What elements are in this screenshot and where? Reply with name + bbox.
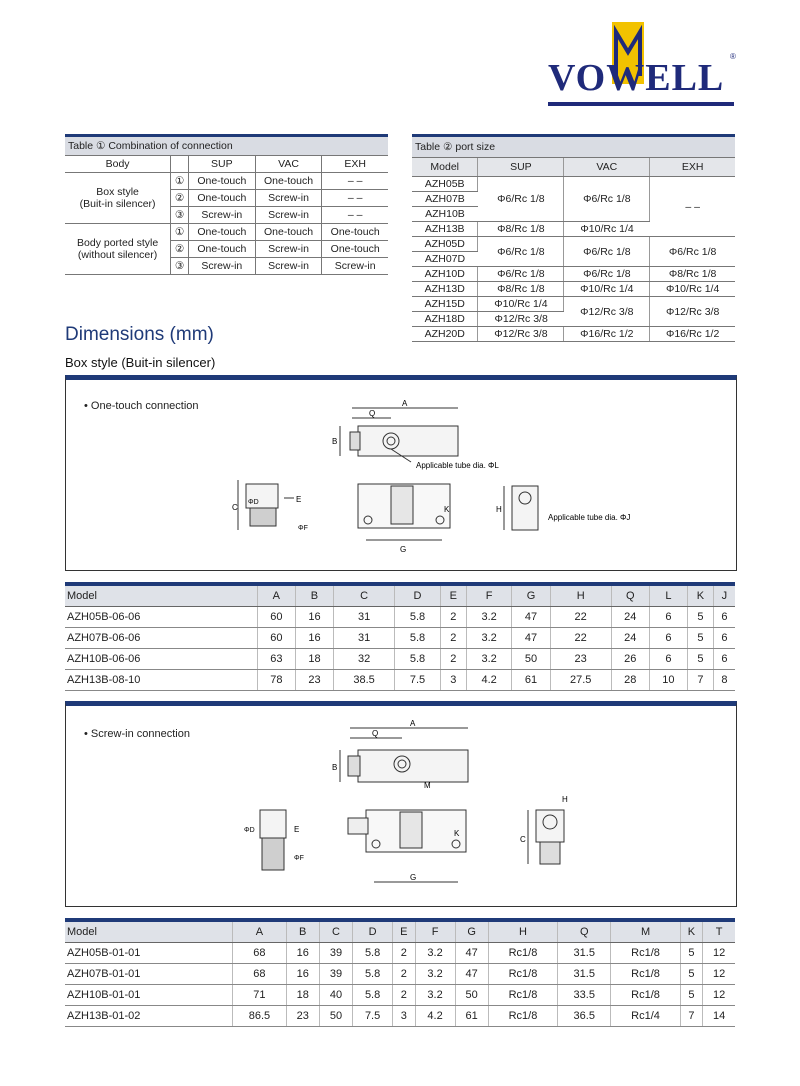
cell: Rc1/8 <box>488 964 557 985</box>
table-row <box>412 237 735 252</box>
model-cell: AZH10D <box>412 267 478 282</box>
col-header: G <box>455 920 488 943</box>
col-header: Model <box>65 920 233 943</box>
cell: One-touch <box>255 224 322 241</box>
cell: Rc1/4 <box>611 1006 680 1027</box>
table-row <box>412 297 735 312</box>
cell: 63 <box>257 649 295 670</box>
cell: 3 <box>393 1006 416 1027</box>
col-header: EXH <box>322 156 388 173</box>
screw-in-drawing-panel <box>65 701 737 907</box>
cell: 50 <box>512 649 550 670</box>
cell: 32 <box>334 649 395 670</box>
cell: Φ6/Rc 1/8 <box>478 237 564 267</box>
col-header: L <box>649 584 687 607</box>
dimensions-subtitle: Box style (Buit-in silencer) <box>65 355 216 370</box>
cell: Φ10/Rc 1/4 <box>564 222 650 237</box>
cell: 61 <box>512 670 550 691</box>
cell: 7.5 <box>395 670 441 691</box>
model-cell: AZH18D <box>412 312 478 327</box>
cell: 12 <box>703 985 735 1006</box>
cell: 7 <box>687 670 713 691</box>
cell: 18 <box>286 985 319 1006</box>
col-header: T <box>703 920 735 943</box>
cell: 6 <box>649 628 687 649</box>
cell: 16 <box>295 607 333 628</box>
one-touch-dimension-table <box>65 582 735 691</box>
body-cell: Body ported style (without silencer) <box>65 224 171 275</box>
cell: 5 <box>680 964 703 985</box>
col-header: Model <box>412 158 478 177</box>
table-row <box>65 670 735 691</box>
cell: 60 <box>257 607 295 628</box>
cell: Screw-in <box>255 190 322 207</box>
cell: One-touch <box>189 241 256 258</box>
model-cell: AZH07B-01-01 <box>65 964 233 985</box>
cell: Screw-in <box>255 207 322 224</box>
cell: 24 <box>611 607 649 628</box>
table-row <box>65 224 388 241</box>
model-cell: AZH07B <box>412 192 478 207</box>
cell: 3.2 <box>415 943 455 964</box>
table-row <box>65 943 735 964</box>
table-row <box>65 985 735 1006</box>
cell: 36.5 <box>558 1006 611 1027</box>
col-header: K <box>687 584 713 607</box>
cell: Rc1/8 <box>488 943 557 964</box>
cell: 3 <box>440 670 466 691</box>
cell: 6 <box>649 649 687 670</box>
cell: 47 <box>512 607 550 628</box>
col-header: F <box>415 920 455 943</box>
table-row <box>412 177 735 192</box>
dim-G: G <box>400 545 407 554</box>
cell: 14 <box>703 1006 735 1027</box>
cell: Φ16/Rc 1/2 <box>564 327 650 342</box>
col-header: A <box>233 920 286 943</box>
table-row <box>65 173 388 190</box>
cell: 23 <box>286 1006 319 1027</box>
cell: One-touch <box>189 224 256 241</box>
cell: 7.5 <box>353 1006 393 1027</box>
cell: Rc1/8 <box>611 964 680 985</box>
cell: ② <box>171 190 189 207</box>
col-header: VAC <box>255 156 322 173</box>
cell: One-touch <box>255 173 322 190</box>
dim-F: ΦF <box>298 525 308 532</box>
col-header: D <box>395 584 441 607</box>
col-header: H <box>550 584 611 607</box>
dim-C: C <box>520 835 526 844</box>
cell: 5 <box>687 607 713 628</box>
cell: ① <box>171 173 189 190</box>
model-cell: AZH05B-01-01 <box>65 943 233 964</box>
cell: 71 <box>233 985 286 1006</box>
dim-A: A <box>410 719 416 728</box>
cell: 68 <box>233 943 286 964</box>
cell: 6 <box>713 607 735 628</box>
dim-K: K <box>444 505 450 514</box>
model-cell: AZH13D <box>412 282 478 297</box>
logo-wordmark: VOWELL <box>548 57 725 99</box>
cell: 10 <box>649 670 687 691</box>
dim-Q: Q <box>372 729 379 738</box>
table-row <box>65 1006 735 1027</box>
col-header: Model <box>65 584 257 607</box>
col-header: SUP <box>478 158 564 177</box>
vowell-logo <box>548 22 738 110</box>
screw-in-dimension-table <box>65 918 735 1027</box>
cell: Φ6/Rc 1/8 <box>564 237 650 267</box>
col-header: C <box>334 584 395 607</box>
cell: 6 <box>649 607 687 628</box>
cell: 31 <box>334 628 395 649</box>
cell: 5 <box>687 628 713 649</box>
dim-E: E <box>296 495 302 504</box>
combination-table <box>65 134 388 275</box>
model-cell: AZH10B-06-06 <box>65 649 257 670</box>
cell: 6 <box>713 649 735 670</box>
col-header: F <box>466 584 512 607</box>
cell: 86.5 <box>233 1006 286 1027</box>
col-header: VAC <box>564 158 650 177</box>
dim-D: ΦD <box>248 499 259 506</box>
cell: 3.2 <box>466 607 512 628</box>
cell: 2 <box>393 943 416 964</box>
model-cell: AZH05B-06-06 <box>65 607 257 628</box>
cell: Screw-in <box>322 258 388 275</box>
cell: Φ10/Rc 1/4 <box>564 282 650 297</box>
col-header: B <box>286 920 319 943</box>
cell: 16 <box>295 628 333 649</box>
cell: 3.2 <box>466 628 512 649</box>
cell: 61 <box>455 1006 488 1027</box>
col-header: B <box>295 584 333 607</box>
cell: 3.2 <box>415 985 455 1006</box>
cell: Rc1/8 <box>488 1006 557 1027</box>
body-cell: Box style (Buit-in silencer) <box>65 173 171 224</box>
cell: Screw-in <box>189 258 256 275</box>
model-cell: AZH13B-01-02 <box>65 1006 233 1027</box>
cell: Φ12/Rc 3/8 <box>564 297 650 327</box>
table-row <box>412 327 735 342</box>
cell: 31 <box>334 607 395 628</box>
cell: 28 <box>611 670 649 691</box>
cell: 5.8 <box>353 985 393 1006</box>
cell: Φ8/Rc 1/8 <box>478 282 564 297</box>
col-header: EXH <box>650 158 735 177</box>
cell: 31.5 <box>558 964 611 985</box>
cell: One-touch <box>189 190 256 207</box>
dim-G: G <box>410 873 417 882</box>
cell: – – <box>322 173 388 190</box>
cell: 12 <box>703 943 735 964</box>
cell: – – <box>322 207 388 224</box>
cell: 18 <box>295 649 333 670</box>
col-header: E <box>393 920 416 943</box>
cell: 40 <box>319 985 352 1006</box>
col-header: Q <box>558 920 611 943</box>
col-header: A <box>257 584 295 607</box>
cell: 8 <box>713 670 735 691</box>
model-cell: AZH10B <box>412 207 478 222</box>
cell: 5 <box>680 985 703 1006</box>
callout-tube-J: Applicable tube dia. ΦJ <box>548 513 631 522</box>
col-header: Q <box>611 584 649 607</box>
cell: 47 <box>512 628 550 649</box>
cell: – – <box>650 177 735 237</box>
cell: Φ6/Rc 1/8 <box>478 267 564 282</box>
col-header: SUP <box>189 156 256 173</box>
cell: 38.5 <box>334 670 395 691</box>
cell: 33.5 <box>558 985 611 1006</box>
cell: Rc1/8 <box>488 985 557 1006</box>
cell: One-touch <box>322 241 388 258</box>
cell: 4.2 <box>415 1006 455 1027</box>
cell: 68 <box>233 964 286 985</box>
cell: One-touch <box>189 173 256 190</box>
cell: Screw-in <box>255 241 322 258</box>
cell: One-touch <box>322 224 388 241</box>
logo-registered: ® <box>730 52 736 61</box>
cell: 5 <box>687 649 713 670</box>
table-row <box>412 282 735 297</box>
cell: Φ10/Rc 1/4 <box>650 282 735 297</box>
dim-B: B <box>332 437 338 446</box>
cell: 31.5 <box>558 943 611 964</box>
col-header: K <box>680 920 703 943</box>
cell: Φ10/Rc 1/4 <box>478 297 564 312</box>
cell: 3.2 <box>466 649 512 670</box>
model-cell: AZH07D <box>412 252 478 267</box>
cell: 2 <box>440 649 466 670</box>
dimensions-title: Dimensions (mm) <box>65 324 214 345</box>
cell: ③ <box>171 207 189 224</box>
panel-label: • One-touch connection <box>84 400 199 412</box>
cell: 60 <box>257 628 295 649</box>
table-caption: Table ② port size <box>412 136 735 158</box>
cell: 27.5 <box>550 670 611 691</box>
cell: Φ6/Rc 1/8 <box>564 267 650 282</box>
model-cell: AZH15D <box>412 297 478 312</box>
cell: 5.8 <box>395 607 441 628</box>
cell: Φ12/Rc 3/8 <box>478 312 564 327</box>
dim-F: ΦF <box>294 855 304 862</box>
cell: 16 <box>286 943 319 964</box>
cell: Φ6/Rc 1/8 <box>478 177 564 222</box>
dim-H: H <box>496 505 502 514</box>
table-row <box>65 964 735 985</box>
col-header: D <box>353 920 393 943</box>
table-row <box>65 628 735 649</box>
cell: 7 <box>680 1006 703 1027</box>
cell: 39 <box>319 964 352 985</box>
cell: 78 <box>257 670 295 691</box>
dim-A: A <box>402 399 408 408</box>
dim-C: C <box>232 503 238 512</box>
cell: 2 <box>393 985 416 1006</box>
cell: 3.2 <box>415 964 455 985</box>
cell: 5 <box>680 943 703 964</box>
cell: 23 <box>550 649 611 670</box>
model-cell: AZH05D <box>412 237 478 252</box>
model-cell: AZH05B <box>412 177 478 192</box>
col-header <box>171 156 189 173</box>
cell: ② <box>171 241 189 258</box>
cell: Rc1/8 <box>611 943 680 964</box>
cell: Rc1/8 <box>611 985 680 1006</box>
port-size-table <box>412 134 735 342</box>
cell: 39 <box>319 943 352 964</box>
model-cell: AZH07B-06-06 <box>65 628 257 649</box>
dim-M: M <box>424 781 431 790</box>
col-header: J <box>713 584 735 607</box>
dim-D: ΦD <box>244 827 255 834</box>
model-cell: AZH13B <box>412 222 478 237</box>
cell: Screw-in <box>189 207 256 224</box>
cell: 2 <box>440 607 466 628</box>
table-caption: Table ① Combination of connection <box>65 136 388 156</box>
cell: 47 <box>455 964 488 985</box>
cell: Screw-in <box>255 258 322 275</box>
dim-B: B <box>332 763 338 772</box>
col-header: M <box>611 920 680 943</box>
cell: 26 <box>611 649 649 670</box>
cell: 16 <box>286 964 319 985</box>
model-cell: AZH13B-08-10 <box>65 670 257 691</box>
cell: Φ12/Rc 3/8 <box>650 297 735 327</box>
cell: Φ8/Rc 1/8 <box>478 222 564 237</box>
model-cell: AZH10B-01-01 <box>65 985 233 1006</box>
col-header: H <box>488 920 557 943</box>
panel-label: • Screw-in connection <box>84 728 190 740</box>
cell: 5.8 <box>395 628 441 649</box>
col-header: G <box>512 584 550 607</box>
cell: 22 <box>550 607 611 628</box>
cell: Φ12/Rc 3/8 <box>478 327 564 342</box>
dim-Q: Q <box>369 409 376 418</box>
cell: Φ8/Rc 1/8 <box>650 267 735 282</box>
cell: 5.8 <box>353 964 393 985</box>
callout-tube-L: Applicable tube dia. ΦL <box>416 461 499 470</box>
cell: Φ6/Rc 1/8 <box>564 177 650 222</box>
cell: 50 <box>455 985 488 1006</box>
dim-E: E <box>294 825 300 834</box>
dim-H: H <box>562 795 568 804</box>
model-cell: AZH20D <box>412 327 478 342</box>
cell: 2 <box>393 964 416 985</box>
table-row <box>412 267 735 282</box>
cell: 5.8 <box>353 943 393 964</box>
cell: 24 <box>611 628 649 649</box>
screw-in-drawing <box>66 706 736 906</box>
cell: 12 <box>703 964 735 985</box>
cell: Φ16/Rc 1/2 <box>650 327 735 342</box>
table-row <box>65 649 735 670</box>
one-touch-drawing-panel <box>65 375 737 571</box>
cell: 50 <box>319 1006 352 1027</box>
col-header: Body <box>65 156 171 173</box>
cell: 4.2 <box>466 670 512 691</box>
cell: 6 <box>713 628 735 649</box>
col-header: C <box>319 920 352 943</box>
cell: 5.8 <box>395 649 441 670</box>
cell: ① <box>171 224 189 241</box>
table-row <box>65 607 735 628</box>
dim-K: K <box>454 829 460 838</box>
logo-underline <box>548 102 734 106</box>
col-header: E <box>440 584 466 607</box>
cell: – – <box>322 190 388 207</box>
cell: Φ6/Rc 1/8 <box>650 237 735 267</box>
cell: 47 <box>455 943 488 964</box>
one-touch-drawing <box>66 380 736 570</box>
cell: 22 <box>550 628 611 649</box>
cell: 2 <box>440 628 466 649</box>
cell: 23 <box>295 670 333 691</box>
cell: ③ <box>171 258 189 275</box>
